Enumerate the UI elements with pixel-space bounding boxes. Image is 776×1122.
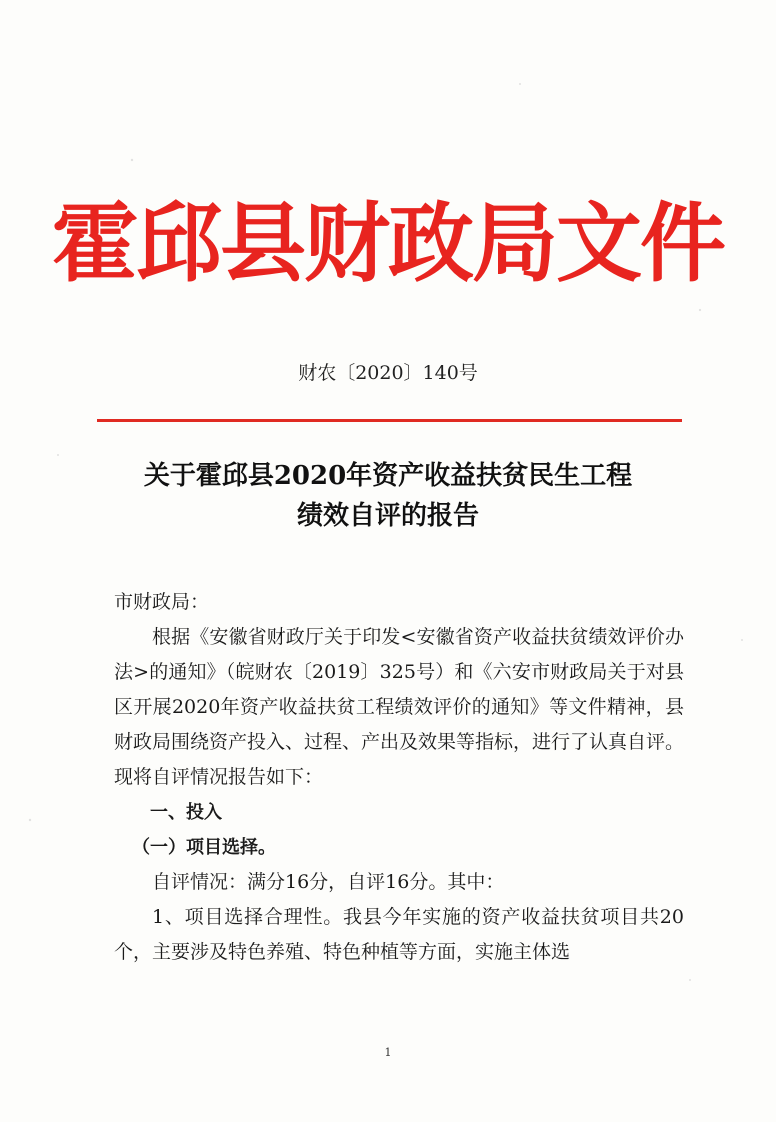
paragraph-basis: 根据《安徽省财政厅关于印发<安徽省资产收益扶贫绩效评价办法>的通知》（皖财农〔2019〕325号）和《六安市财政局关于对县区开展2020年资产收益扶贫工程绩效评价的通知》等文件精神，县财政局围绕资产投入、过程、产出及效果等指标，进行了认真自评。现将自评情况报告如下： — [114, 626, 685, 788]
report-title — [80, 456, 696, 536]
masthead-title: 霍邱县财政局文件 — [52, 193, 724, 294]
subsection-heading-project-selection: （一）项目选择。 — [132, 837, 276, 858]
section-heading-input: 一、投入 — [150, 802, 222, 823]
paragraph-project-rationality: 1、项目选择合理性。我县今年实施的资产收益扶贫项目共20个，主要涉及特色养殖、特色种植等方面，实施主体选 — [114, 906, 684, 963]
report-title-line-2: 绩效自评的报告 — [296, 501, 479, 531]
salutation: 市财政局： — [114, 591, 210, 613]
document-body — [114, 585, 684, 970]
report-title-line-1: 关于霍邱县2020年资产收益扶贫民生工程 — [143, 461, 633, 491]
page-number: 1 — [384, 1046, 392, 1059]
document-number: 财农〔2020〕140号 — [298, 362, 478, 384]
paragraph-self-score: 自评情况：满分16分，自评16分。其中： — [152, 871, 505, 893]
red-divider-line — [97, 419, 682, 422]
